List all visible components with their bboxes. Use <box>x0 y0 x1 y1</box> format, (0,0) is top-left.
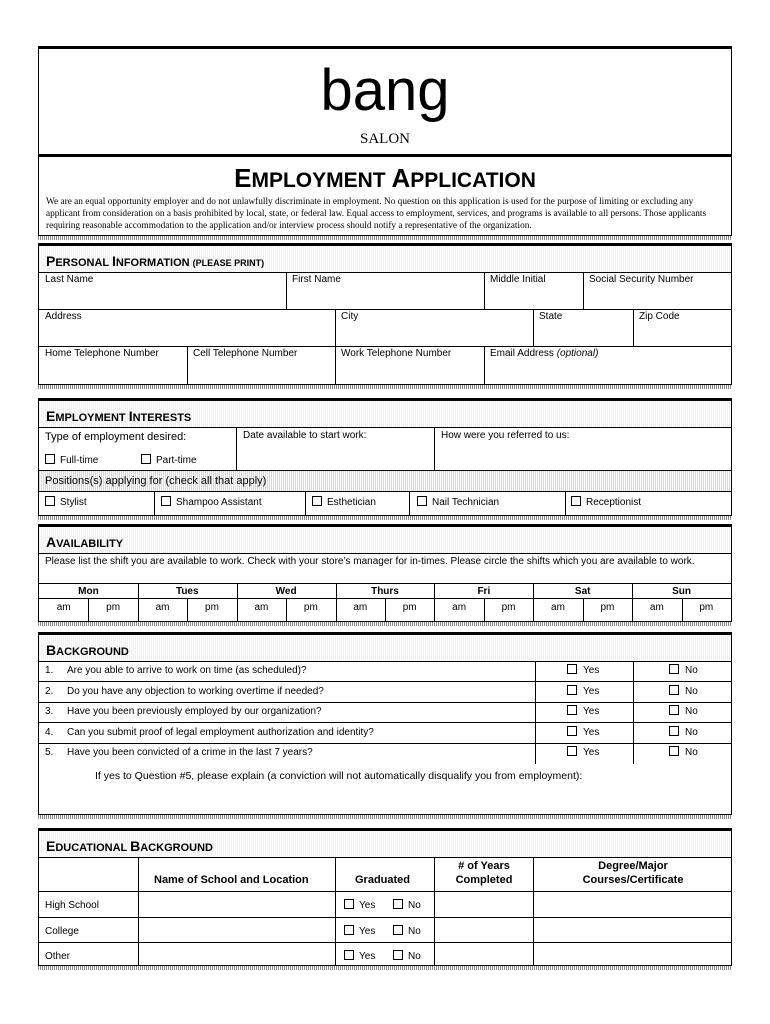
educational-background-section <box>38 828 732 966</box>
position-esthetician-checkbox[interactable]: Esthetician <box>312 496 376 508</box>
divider <box>38 622 732 626</box>
question-row <box>39 702 731 722</box>
question-text: Are you able to arrive to work on time (as scheduled)? <box>67 665 307 676</box>
pm-shift[interactable]: pm <box>106 602 121 613</box>
am-shift[interactable]: am <box>155 602 170 613</box>
pm-shift[interactable]: pm <box>303 602 318 613</box>
checkbox-icon <box>669 746 679 756</box>
col-graduated-header: Graduated <box>355 874 411 886</box>
school-name-input[interactable] <box>139 918 334 942</box>
checkbox-icon <box>141 454 151 464</box>
checkbox-icon <box>161 496 171 506</box>
first-name-field[interactable]: First Name <box>292 274 341 285</box>
question-row <box>39 743 731 763</box>
am-shift[interactable]: am <box>452 602 467 613</box>
yes-checkbox[interactable]: Yes <box>567 664 599 676</box>
question-text: Have you been previously employed by our organization? <box>67 706 322 717</box>
pm-shift[interactable]: pm <box>699 602 714 613</box>
checkbox-icon <box>312 496 322 506</box>
zip-code-field[interactable]: Zip Code <box>639 311 680 322</box>
am-shift[interactable]: am <box>254 602 269 613</box>
degree-input[interactable] <box>534 918 730 942</box>
checkbox-icon <box>567 685 577 695</box>
divider <box>38 966 732 970</box>
application-form <box>38 46 732 970</box>
day-header: Sun <box>672 586 691 597</box>
section-title: AVAILABILITY <box>39 527 731 553</box>
city-field[interactable]: City <box>341 311 359 322</box>
am-shift[interactable]: am <box>353 602 368 613</box>
no-checkbox[interactable]: No <box>669 685 698 697</box>
start-date-field[interactable]: Date available to start work: <box>243 430 367 441</box>
question-text: Have you been convicted of a crime in the last 7 years? <box>67 747 313 758</box>
position-shampoo-assistant-checkbox[interactable]: Shampoo Assistant <box>161 496 262 508</box>
position-nail-technician-checkbox[interactable]: Nail Technician <box>417 496 499 508</box>
years-completed-input[interactable] <box>435 943 532 967</box>
years-completed-input[interactable] <box>435 918 532 942</box>
positions-label: Positions(s) applying for (check all that apply) <box>45 475 267 487</box>
position-receptionist-checkbox[interactable]: Receptionist <box>571 496 641 508</box>
col-years-header-line1: # of Years <box>458 860 510 872</box>
section-title: BACKGROUND <box>39 635 731 661</box>
yes-checkbox[interactable]: Yes <box>567 746 599 758</box>
referral-field[interactable]: How were you referred to us: <box>441 430 570 441</box>
address-field[interactable]: Address <box>45 311 82 322</box>
graduated-yes-checkbox[interactable]: Yes <box>344 899 375 911</box>
am-shift[interactable]: am <box>649 602 664 613</box>
question-row <box>39 723 731 743</box>
question-row <box>39 661 731 681</box>
question-number: 5. <box>45 747 54 758</box>
pm-shift[interactable]: pm <box>205 602 219 613</box>
question-text: Do you have any objection to working overtime if needed? <box>67 685 324 697</box>
employment-type-label: Type of employment desired: <box>45 431 187 443</box>
checkbox-icon <box>344 899 354 909</box>
personal-information-section <box>38 243 732 385</box>
checkbox-icon <box>393 925 403 935</box>
yes-checkbox[interactable]: Yes <box>567 685 599 697</box>
graduated-no-checkbox[interactable]: No <box>393 925 421 937</box>
checkbox-icon <box>344 950 354 960</box>
col-degree-header-line2: Courses/Certificate <box>582 874 684 886</box>
no-checkbox[interactable]: No <box>669 664 698 676</box>
checkbox-icon <box>344 925 354 935</box>
graduated-yes-checkbox[interactable]: Yes <box>344 925 375 937</box>
divider <box>38 516 732 520</box>
day-header: Mon <box>78 586 99 597</box>
question-number: 1. <box>45 665 54 676</box>
availability-instructions: Please list the shift you are available to work. Check with your store’s manager for in-times. Please circle the shifts which you are available to work. <box>45 556 695 567</box>
pm-shift[interactable]: pm <box>600 602 615 613</box>
position-stylist-checkbox[interactable]: Stylist <box>45 496 87 508</box>
no-checkbox[interactable]: No <box>669 726 698 738</box>
cell-phone-field[interactable]: Cell Telephone Number <box>193 348 298 359</box>
checkbox-icon <box>669 726 679 736</box>
checkbox-icon <box>567 664 577 674</box>
degree-input[interactable] <box>534 892 730 916</box>
col-years-header-line2: Completed <box>455 874 513 886</box>
employment-interests-section <box>38 398 732 516</box>
pm-shift[interactable]: pm <box>501 602 516 613</box>
col-school-header: Name of School and Location <box>154 874 309 886</box>
education-row-label: Other <box>45 951 71 962</box>
checkbox-icon <box>393 899 403 909</box>
education-row-label: College <box>45 925 79 937</box>
page-title: EMPLOYMENT APPLICATION <box>234 163 536 193</box>
graduated-no-checkbox[interactable]: No <box>393 950 421 962</box>
degree-input[interactable] <box>534 943 730 967</box>
question-number: 3. <box>45 706 54 717</box>
question-number: 4. <box>45 726 54 738</box>
divider <box>38 236 732 240</box>
parttime-checkbox[interactable]: Part-time <box>141 454 197 466</box>
checkbox-icon <box>567 705 577 715</box>
checkbox-icon <box>669 685 679 695</box>
checkbox-icon <box>45 496 55 506</box>
col-degree-header-line1: Degree/Major <box>598 860 668 872</box>
checkbox-icon <box>571 496 581 506</box>
section-title: PERSONAL INFORMATION (PLEASE PRINT) <box>39 246 731 272</box>
day-header: Thurs <box>371 586 399 597</box>
am-shift[interactable]: am <box>56 602 71 613</box>
graduated-no-checkbox[interactable]: No <box>393 899 421 911</box>
last-name-field[interactable]: Last Name <box>45 274 94 285</box>
question-row <box>39 682 731 702</box>
no-checkbox[interactable]: No <box>669 705 698 717</box>
conviction-explain-label: If yes to Question #5, please explain (a conviction will not automatically disqualify you from employment): <box>95 770 583 782</box>
question-text: Can you submit proof of legal employment authorization and identity? <box>67 726 374 738</box>
day-header: Wed <box>275 586 297 597</box>
school-name-input[interactable] <box>139 892 334 916</box>
no-checkbox[interactable]: No <box>669 746 698 758</box>
checkbox-icon <box>393 950 403 960</box>
years-completed-input[interactable] <box>435 892 532 916</box>
eeo-statement: We are an equal opportunity employer and do not unlawfully discriminate in employment. No question on this application is used for the purpose of limiting or excluding any applicant from consideration on a basis prohibited by local, state, or federal law. Equal access to employment, services, and programs is available to all persons. Those applicants requiring reasonable accommodation to the application and/or interview process should notify a representative of the organization. <box>46 197 707 231</box>
work-phone-field[interactable]: Work Telephone Number <box>341 348 452 359</box>
checkbox-icon <box>567 746 577 756</box>
checkbox-icon <box>417 496 427 506</box>
day-header: Tues <box>175 586 199 597</box>
yes-checkbox[interactable]: Yes <box>567 726 599 738</box>
state-field[interactable]: State <box>539 311 563 322</box>
fulltime-checkbox[interactable]: Full-time <box>45 454 98 466</box>
section-title: EDUCATIONAL BACKGROUND <box>39 831 731 857</box>
checkbox-icon <box>567 726 577 736</box>
divider <box>38 815 732 819</box>
background-section <box>38 632 732 815</box>
availability-section <box>38 524 732 622</box>
brand-subtitle: SALON <box>359 131 410 147</box>
checkbox-icon <box>45 454 55 464</box>
yes-checkbox[interactable]: Yes <box>567 705 599 717</box>
education-row-label: High School <box>45 900 99 911</box>
header-divider <box>39 154 731 157</box>
section-title: EMPLOYMENT INTERESTS <box>39 401 731 427</box>
email-field[interactable]: Email Address (optional) <box>490 348 599 359</box>
am-shift[interactable]: am <box>551 602 565 613</box>
header <box>38 46 732 236</box>
brand-logo: bang <box>320 58 450 123</box>
question-number: 2. <box>45 685 54 697</box>
checkbox-icon <box>669 705 679 715</box>
school-name-input[interactable] <box>139 943 334 967</box>
ssn-field[interactable]: Social Security Number <box>589 274 694 285</box>
middle-initial-field[interactable]: Middle Initial <box>490 274 546 285</box>
day-header: Sat <box>574 586 591 597</box>
home-phone-field[interactable]: Home Telephone Number <box>45 348 159 359</box>
divider <box>38 385 732 389</box>
day-header: Fri <box>477 586 491 597</box>
pm-shift[interactable]: pm <box>402 602 417 613</box>
graduated-yes-checkbox[interactable]: Yes <box>344 950 375 962</box>
checkbox-icon <box>669 664 679 674</box>
